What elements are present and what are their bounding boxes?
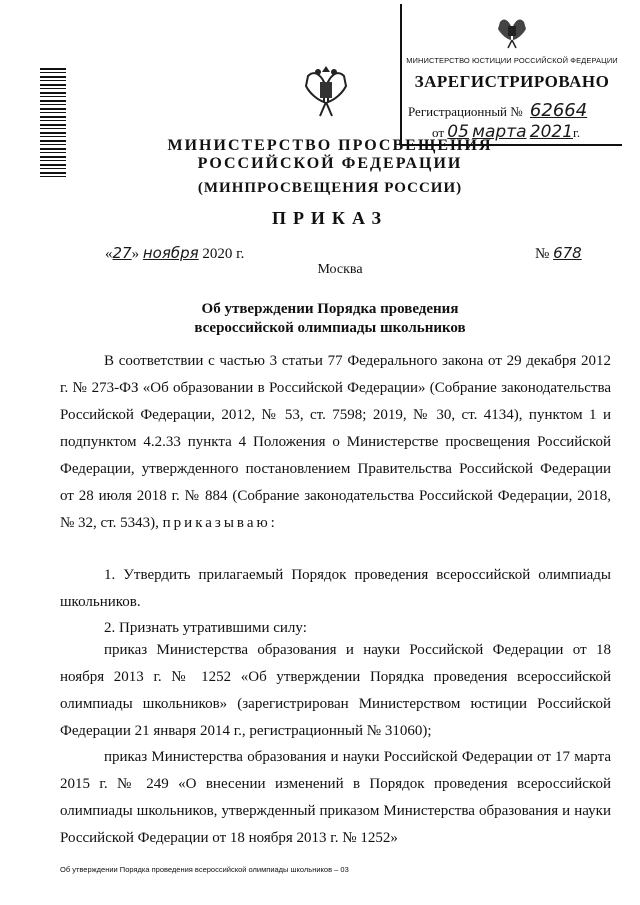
order-number-label: № — [535, 246, 550, 262]
order-title — [0, 300, 640, 338]
order-date — [105, 244, 244, 263]
body-paragraph-3: 2. Признать утратившими силу: — [104, 620, 307, 636]
stamp-date-day: 05 — [447, 122, 469, 142]
stamp-reg-number: 62664 — [529, 100, 588, 121]
stamp-status: ЗАРЕГИСТРИРОВАНО — [414, 72, 610, 91]
body-paragraph-5: приказ Министерства образования и науки Российской Федерации от 17 марта 2015 г. № 249 «О внесении изменений в Порядок проведения всероссийской олимпиады школьников, утвержденный приказом Министерства образования и науки Российской Федерации от 18 ноября 2013 г. № 1252» — [60, 749, 611, 846]
stamp-date-prefix: от — [432, 125, 445, 140]
stamp-reg-number-line — [408, 100, 587, 121]
order-city: Москва — [317, 262, 363, 277]
body-paragraph-2: 1. Утвердить прилагаемый Порядок проведения всероссийской олимпиады школьников. — [60, 567, 611, 610]
date-close-quote: » — [131, 246, 140, 262]
order-title-line2: всероссийской олимпиады школьников — [194, 320, 466, 336]
body-paragraph-1-text: В соответствии с частью 3 статьи 77 Федерального закона от 29 декабря 2012 г. № 273-ФЗ «Об образовании в Российской Федерации» (Собрание законодательства Российской Федерации, 2012, № 53, ст. 7598; 2019, № 30, ст. 4134), пунктом 1 и подпунктом 4.2.33 пункта 4 Положения о Министерстве просвещения Российской Федерации, утвержденного постановлением Правительства Российской Федерации от 28 июля 2018 г. № 884 (Собрание законодательства Российской Федерации, 2018, № 32, ст. 5343), — [60, 353, 611, 531]
stamp-reg-label: Регистрационный № — [408, 104, 523, 119]
ministry-short-name: (МИНПРОСВЕЩЕНИЯ РОССИИ) — [197, 180, 463, 196]
body-paragraph-4: приказ Министерства образования и науки Российской Федерации от 18 ноября 2013 г. № 1252 «Об утверждении Порядка проведения всероссийской олимпиады школьников» (зарегистрирован Министерством юстиции Российской Федерации 21 января 2014 г., регистрационный № 31060); — [60, 642, 611, 739]
order-number-value: 678 — [553, 244, 582, 262]
registration-stamp — [400, 4, 622, 146]
body-paragraph-1 — [60, 348, 611, 537]
document-type: ПРИКАЗ — [271, 208, 389, 228]
order-number — [535, 244, 582, 263]
date-open-quote: « — [105, 246, 113, 262]
order-date-year: 2020 г. — [202, 246, 245, 262]
stamp-date-month: марта — [472, 122, 527, 142]
ministry-name-line2: РОССИЙСКОЙ ФЕДЕРАЦИИ — [197, 155, 463, 172]
order-title-line1: Об утверждении Порядка проведения — [201, 301, 459, 317]
order-date-month: ноября — [142, 244, 199, 262]
stamp-date-year: 2021 — [529, 122, 574, 142]
stamp-emblem-icon — [494, 12, 530, 50]
stamp-date-suffix: г. — [573, 125, 581, 140]
page-footer: Об утверждении Порядка проведения всероссийской олимпиады школьников – 03 — [60, 865, 349, 874]
ministry-name-line1: МИНИСТЕРСТВО ПРОСВЕЩЕНИЯ — [167, 137, 493, 154]
order-date-day: 27 — [112, 244, 132, 262]
stamp-org: МИНИСТЕРСТВО ЮСТИЦИИ РОССИЙСКОЙ ФЕДЕРАЦИИ — [406, 56, 618, 65]
body-paragraph-1-verb: приказываю: — [162, 515, 278, 531]
coat-of-arms-icon — [300, 62, 352, 120]
